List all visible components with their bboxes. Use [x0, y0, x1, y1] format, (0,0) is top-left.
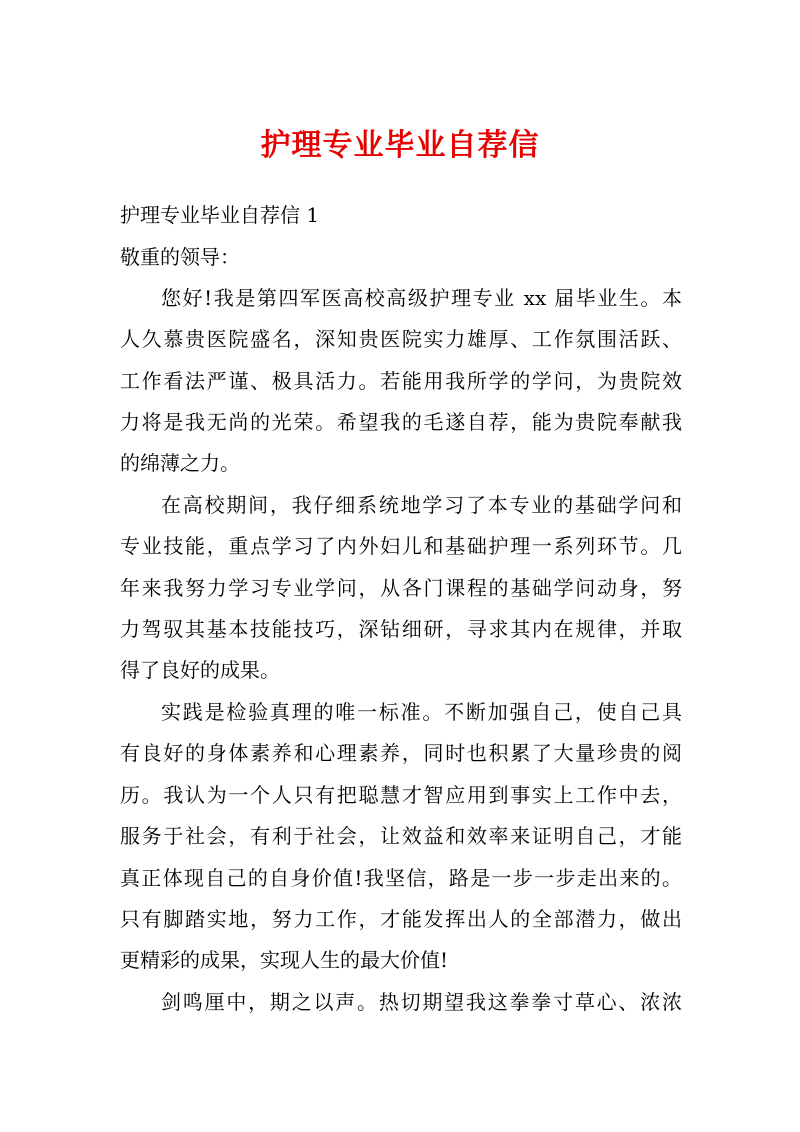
page-title: 护理专业毕业自荐信: [260, 128, 540, 163]
body-line: 实践是检验真理的唯一标准。不断加强自己，使自己具: [161, 700, 682, 724]
body-line: 历。我认为一个人只有把聪慧才智应用到事实上工作中去，: [120, 783, 682, 807]
body-line: 只有脚踏实地，努力工作，才能发挥出人的全部潜力，做出: [120, 907, 682, 931]
body-line: 真正体现自己的自身价值!我坚信，路是一步一步走出来的。: [120, 866, 682, 890]
body-line: 年来我努力学习专业学问，从各门课程的基础学问动身，努: [120, 576, 682, 600]
body-line: 在高校期间，我仔细系统地学习了本专业的基础学问和: [161, 493, 682, 517]
body-line: 您好!我是第四军医高校高级护理专业 xx 届毕业生。本: [161, 286, 682, 310]
body-line: 人久慕贵医院盛名，深知贵医院实力雄厚、工作氛围活跃、: [120, 327, 682, 351]
body-line: 工作看法严谨、极具活力。若能用我所学的学问，为贵院效: [120, 369, 682, 393]
body-line: 专业技能，重点学习了内外妇儿和基础护理一系列环节。几: [120, 534, 682, 558]
body-line: 力将是我无尚的光荣。希望我的毛遂自荐，能为贵院奉献我: [120, 410, 682, 434]
salutation: 敬重的领导：: [120, 245, 240, 269]
body-line: 得了良好的成果。: [120, 658, 280, 682]
body-line: 剑鸣厘中，期之以声。热切期望我这拳拳寸草心、浓浓: [161, 990, 682, 1014]
body-line: 的绵薄之力。: [120, 451, 240, 475]
body-line: 更精彩的成果，实现人生的最大价值!: [120, 948, 449, 972]
body-line: 力驾驭其基本技能技巧，深钻细研，寻求其内在规律，并取: [120, 617, 682, 641]
body-line: 服务于社会，有利于社会，让效益和效率来证明自己，才能: [120, 824, 682, 848]
letter-heading: 护理专业毕业自荐信 1: [120, 203, 320, 227]
body-line: 有良好的身体素养和心理素养，同时也积累了大量珍贵的阅: [120, 741, 682, 765]
